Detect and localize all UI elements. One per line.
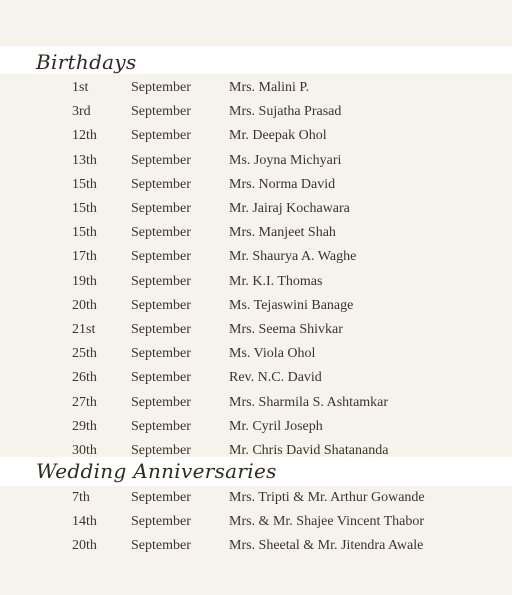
birthday-row	[0, 124, 512, 148]
month-cell: September	[131, 273, 191, 289]
month-cell: September	[131, 490, 191, 505]
day-cell: 27th	[72, 394, 97, 410]
birthday-row	[0, 173, 512, 197]
month-cell: September	[131, 297, 191, 313]
day-cell: 7th	[72, 490, 90, 505]
day-cell: 15th	[72, 225, 97, 241]
month-cell: September	[131, 104, 191, 120]
anniversary-row	[0, 486, 512, 510]
name-cell: Mrs. Tripti & Mr. Arthur Gowande	[229, 490, 425, 505]
anniversary-row	[0, 534, 512, 558]
name-cell: Mrs. Sharmila S. Ashtamkar	[229, 394, 389, 410]
month-cell: September	[131, 80, 191, 95]
birthday-row	[0, 76, 512, 100]
birthday-row	[0, 197, 512, 221]
name-cell: Mr. Deepak Ohol	[229, 128, 327, 144]
birthday-row	[0, 415, 512, 439]
name-cell: Mr. Cyril Joseph	[229, 418, 323, 434]
month-cell: September	[131, 514, 191, 530]
birthday-row	[0, 294, 512, 318]
name-cell: Ms. Joyna Michyari	[229, 152, 342, 168]
birthday-row	[0, 318, 512, 342]
birthday-row	[0, 245, 512, 269]
name-cell: Mrs. Malini P.	[229, 80, 310, 95]
month-cell: September	[131, 225, 191, 241]
name-cell: Mr. Chris David Shatananda	[229, 443, 389, 458]
month-cell: September	[131, 176, 191, 192]
day-cell: 3rd	[72, 104, 91, 120]
name-cell: Mrs. Manjeet Shah	[229, 225, 336, 241]
name-cell: Mr. Jairaj Kochawara	[229, 201, 350, 216]
day-cell: 30th	[72, 443, 97, 458]
name-cell: Mrs. Seema Shivkar	[229, 322, 343, 337]
day-cell: 12th	[72, 128, 97, 144]
name-cell: Ms. Viola Ohol	[229, 346, 316, 362]
name-cell: Mrs. Sujatha Prasad	[229, 104, 342, 120]
birthday-row	[0, 342, 512, 366]
month-cell: September	[131, 538, 191, 554]
day-cell: 19th	[72, 273, 97, 289]
month-cell: September	[131, 152, 191, 168]
birthday-row	[0, 221, 512, 245]
name-cell: Mr. Shaurya A. Waghe	[229, 249, 357, 265]
name-cell: Ms. Tejaswini Banage	[229, 297, 354, 313]
name-cell: Mr. K.I. Thomas	[229, 273, 323, 289]
day-cell: 20th	[72, 297, 97, 313]
day-cell: 15th	[72, 176, 97, 192]
day-cell: 26th	[72, 370, 97, 386]
day-cell: 13th	[72, 152, 97, 168]
birthday-row	[0, 100, 512, 124]
birthday-row	[0, 270, 512, 294]
birthday-row	[0, 439, 512, 463]
day-cell: 21st	[72, 322, 96, 337]
month-cell: September	[131, 346, 191, 362]
month-cell: September	[131, 201, 191, 216]
day-cell: 14th	[72, 514, 97, 530]
name-cell: Rev. N.C. David	[229, 370, 322, 386]
month-cell: September	[131, 249, 191, 265]
birthday-row	[0, 391, 512, 415]
birthday-row	[0, 149, 512, 173]
month-cell: September	[131, 443, 191, 458]
name-cell: Mrs. Sheetal & Mr. Jitendra Awale	[229, 538, 424, 554]
day-cell: 25th	[72, 346, 97, 362]
name-cell: Mrs. Norma David	[229, 176, 336, 192]
day-cell: 1st	[72, 80, 89, 95]
anniversary-row	[0, 510, 512, 534]
month-cell: September	[131, 394, 191, 410]
month-cell: September	[131, 322, 191, 337]
birthday-row	[0, 366, 512, 390]
day-cell: 17th	[72, 249, 97, 265]
day-cell: 20th	[72, 538, 97, 554]
month-cell: September	[131, 418, 191, 434]
day-cell: 15th	[72, 201, 97, 216]
name-cell: Mrs. & Mr. Shajee Vincent Thabor	[229, 514, 425, 530]
month-cell: September	[131, 370, 191, 386]
day-cell: 29th	[72, 418, 97, 434]
birthdays-heading: Birthdays	[36, 50, 137, 74]
anniversaries-heading: Wedding Anniversaries	[36, 459, 277, 483]
month-cell: September	[131, 128, 191, 144]
